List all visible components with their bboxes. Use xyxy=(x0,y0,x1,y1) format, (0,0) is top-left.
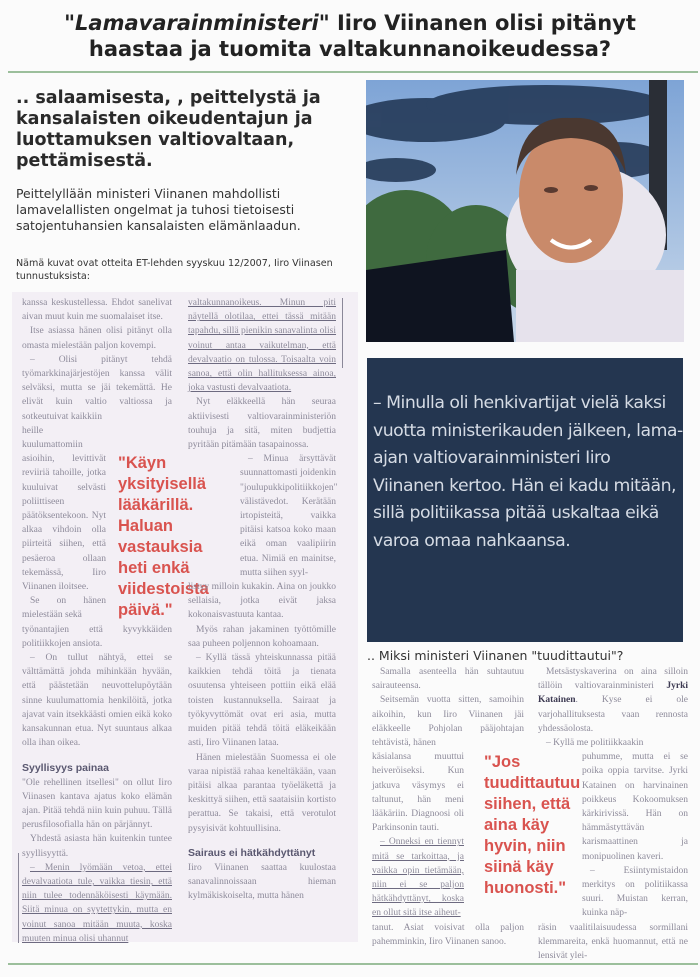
title-quoted-term: "Lamavarainministeri" xyxy=(64,11,330,35)
intro-note: Nämä kuvat ovat otteita ET-lehden syyskuu 12/2007, Iiro Viinasen tunnustuksista: xyxy=(16,258,333,282)
subheading-syyllisyys: Syyllisyys painaa xyxy=(22,761,109,774)
quote-box xyxy=(367,358,683,642)
clip2-subheading: .. Miksi ministeri Viinanen "tuudittautui"? xyxy=(367,648,624,663)
paragraph: puhumme, mutta ei se poika oppia tarvitse. Jyrki Katainen on harvinainen poikkeus Kokoomuksen kärkirivissä. Hän on hämmästyttävän karismaattinen ja monipuolinen kaveri. xyxy=(582,752,688,862)
name-jyrki-katainen: Jyrki Katainen xyxy=(538,681,688,706)
subheading-sairaus: Sairaus ei hätkähdyttänyt xyxy=(188,846,316,859)
page-title xyxy=(0,10,700,62)
paragraph-text: Metsästyskaverina on aina silloin tällöin valtiovarainministeri xyxy=(538,667,688,692)
paragraph: Samalla asenteella hän suhtautuu sairauteensa. xyxy=(372,667,524,692)
paragraph: Se on hänen mielestään sekä xyxy=(22,596,106,621)
paragraph: Myös rahan jakaminen työttömille saa puheen poljennon kohoamaan. xyxy=(188,624,336,649)
intro-heading: .. salaamisesta, , peittelystä ja kansalaisten oikeudentajun ja luottamuksen valtiovaltaan, pettämisestä. xyxy=(16,88,321,171)
paragraph: Itse asiassa hänen olisi pitänyt olla omasta mielestään paljon kovempi. xyxy=(22,326,172,351)
paragraph: Hänen mielestään Suomessa ei ole varaa nipistää rahaa keneltäkään, vaan pitäisi alkaa parantaa työeläkettä ja keskittyä siihen, että saataisiin kortisto perattua. Se takaisi, että verotulot pysyisivät kohtuullisina. xyxy=(188,752,336,834)
paragraph: – Esiintymistaidon merkitys on politiikassa suuri. Muistan kerran, kuinka näp- xyxy=(582,865,688,919)
paragraph: heille kuulumattomiin asioihin, levittivät reviiriä tahoille, jotka kuuluivat selvästi poliittiseen päätöksentekoon. Nyt alkaa vihdoin olla piirteitä siihen, että pesäeroa ollaan tekemässä, Iiro Viinanen iloitsee. xyxy=(22,425,106,593)
pull-quote-2: "Jos tuudittautuu siihen, että aina käy hyvin, niin siinä käy huonosti." xyxy=(484,753,581,897)
paragraph: – On tullut nähtyä, ettei se välttämättä johda mihinkään hyvään, että päästetään neuvottelupöytään sinne kuulumattomia henkilöitä, jotka ajavat vain itsekkäästi omien eikä koko kansakunnan etua. Nyt suuntaus alkaa olla ihan oikea. xyxy=(22,653,172,749)
paragraph: listyy milloin kukakin. Aina on joukko sellaisia, jotka eivät jaksa kokonaisvastuuta kantaa. xyxy=(188,582,336,621)
paragraph: – Olisi pitänyt tehdä työmarkkinajärjestöjen kanssa välit selväksi, mutta se jäi tekemättä. He elivät kuin valtio valtiossa ja sotkeutuivat kaikkiin xyxy=(22,354,172,422)
title-line-1-rest: Iiro Viinanen olisi pitänyt xyxy=(329,11,636,35)
paragraph: tanut. Asiat voisivat olla paljon pahemminkin, Iiro Viinanen sanoo. xyxy=(372,922,524,947)
portrait-photo-illustration xyxy=(366,80,684,342)
portrait-photo xyxy=(366,80,684,342)
margin-mark xyxy=(342,298,343,368)
underlined-paragraph: valtakunnanoikeus. Minun piti näytellä olotilaa, ettei tässä mitään tapahdu, sillä pienikin sanavalinta olisi voinut antaa vaikutelman, että devalvaatio on tulossa. Toisaalta voin sanoa, että olin hallituksessa ainoa, joka vastusti devalvaatiota. xyxy=(188,298,337,394)
paragraph: työnantajien että kyvykkäiden politiikkojen ansiota. xyxy=(22,624,172,649)
paragraph: Yhdestä asiasta hän kuitenkin tuntee syyllisyyttä. xyxy=(22,834,172,859)
margin-mark xyxy=(18,853,19,943)
underlined-paragraph: – Menin lyömään vetoa, ettei devalvaatiota tule, vaikka tiesin, että niin tulee todennäköisesti käymään. Siitä minua on syytettykin, mutta en voinut sanoa mitään muuta, koska muuten minua olisi uhannut xyxy=(22,862,172,944)
paragraph: Nyt eläkkeellä hän seuraa aktiivisesti valtiovarainministeriön touhuja ja sitä, miten budjettia pyritään pitämään tasapainossa. xyxy=(188,397,336,451)
paragraph: Iiro Viinanen saattaa kuulostaa sanavalinnoissaan hieman kylmäkiskoiselta, mutta hänen xyxy=(188,862,336,902)
paragraph: räsin vaalitilaisuudessa sormillani klemmareita, enkä huomannut, että ne lensivät ylei- xyxy=(538,922,688,962)
paragraph: käsialansa muuttui heiveröiseksi. Kun jatkuva väsymys ei taltunut, hän meni lääkäriin. Diagnoosi oli Parkinsonin tauti. xyxy=(372,752,464,834)
paragraph: Seitsemän vuotta sitten, samoihin aikoihin, kun Iiro Viinanen jäi eläkkeelle Pohjolan pääjohtajan tehtävistä, hänen xyxy=(372,695,524,749)
underlined-paragraph: – Onneksi en tiennyt mitä se tarkoittaa, ja vaikka opin tietämään, niin ei se paljon hätkähdyttänyt, koska en ollut sitä itse aiheut- xyxy=(372,837,464,919)
top-divider xyxy=(8,71,698,73)
paragraph: – Minua ärsyttävät suunnattomasti joidenkin "joulupukkipolitiikkojen" välistävedot. Kerätään irtopisteitä, vaikka pitäisi katsoa koko maan eikä oman vaalipiirin etua. Nimiä en mainitse, mutta siihen syyl- xyxy=(240,454,338,578)
intro-body: Peittelyllään ministeri Viinanen mahdollisti lamavelallisten ongelmat ja tuhosi tietoisesti satojentuhansien kansalaisten elämänlaadun. xyxy=(16,186,301,233)
paragraph: "Ole rehellinen itsellesi" on ollut Iiro Viinasen kantava ajatus koko elämän ajan. Pitää tehdä niin kuin puhuu. Tällä perusfilosofialla hän on pärjännyt. xyxy=(22,777,172,831)
title-line-1 xyxy=(0,10,700,36)
title-line-2: haastaa ja tuomita valtakunnanoikeudessa? xyxy=(88,37,612,61)
paragraph xyxy=(538,665,688,736)
paragraph: kanssa keskustellessa. Ehdot sanelivat aivan muut kuin me suomalaiset itse. xyxy=(22,298,172,323)
pull-quote-1: "Käyn yksityisellä lääkärillä. Haluan vastauksia heti enkä viidestoista päivä." xyxy=(118,454,209,619)
clip2-column-2 xyxy=(538,665,688,963)
bottom-divider xyxy=(8,963,698,965)
paragraph: – Kyllä me politiikkaakin xyxy=(546,738,644,749)
clip1-column-2 xyxy=(188,296,336,903)
paragraph-text: . Kyse ei ole varjohallituksesta vaan rennosta yhdessäolosta. xyxy=(538,695,688,734)
paragraph: – Kyllä tässä yhteiskunnassa pitää kaikkien tehdä töitä ja tienata osuutensa yhteiseen pottiin eikä elää toisten kustannuksella. Sairaat ja työkyvyttömät ovat eri asia, mutta muiden pitää tehdä töitä eläkeikään asti, Iiro Viinanen lataa. xyxy=(188,653,336,749)
quote-box-text: – Minulla oli henkivartijat vielä kaksi vuotta ministerikauden jälkeen, lama-ajan valtiovarainministeri Iiro Viinanen kertoo. Hän ei kadu mitään, sillä politiikassa pitää uskaltaa eikä varoa omaa nahkaansa. xyxy=(373,393,683,551)
